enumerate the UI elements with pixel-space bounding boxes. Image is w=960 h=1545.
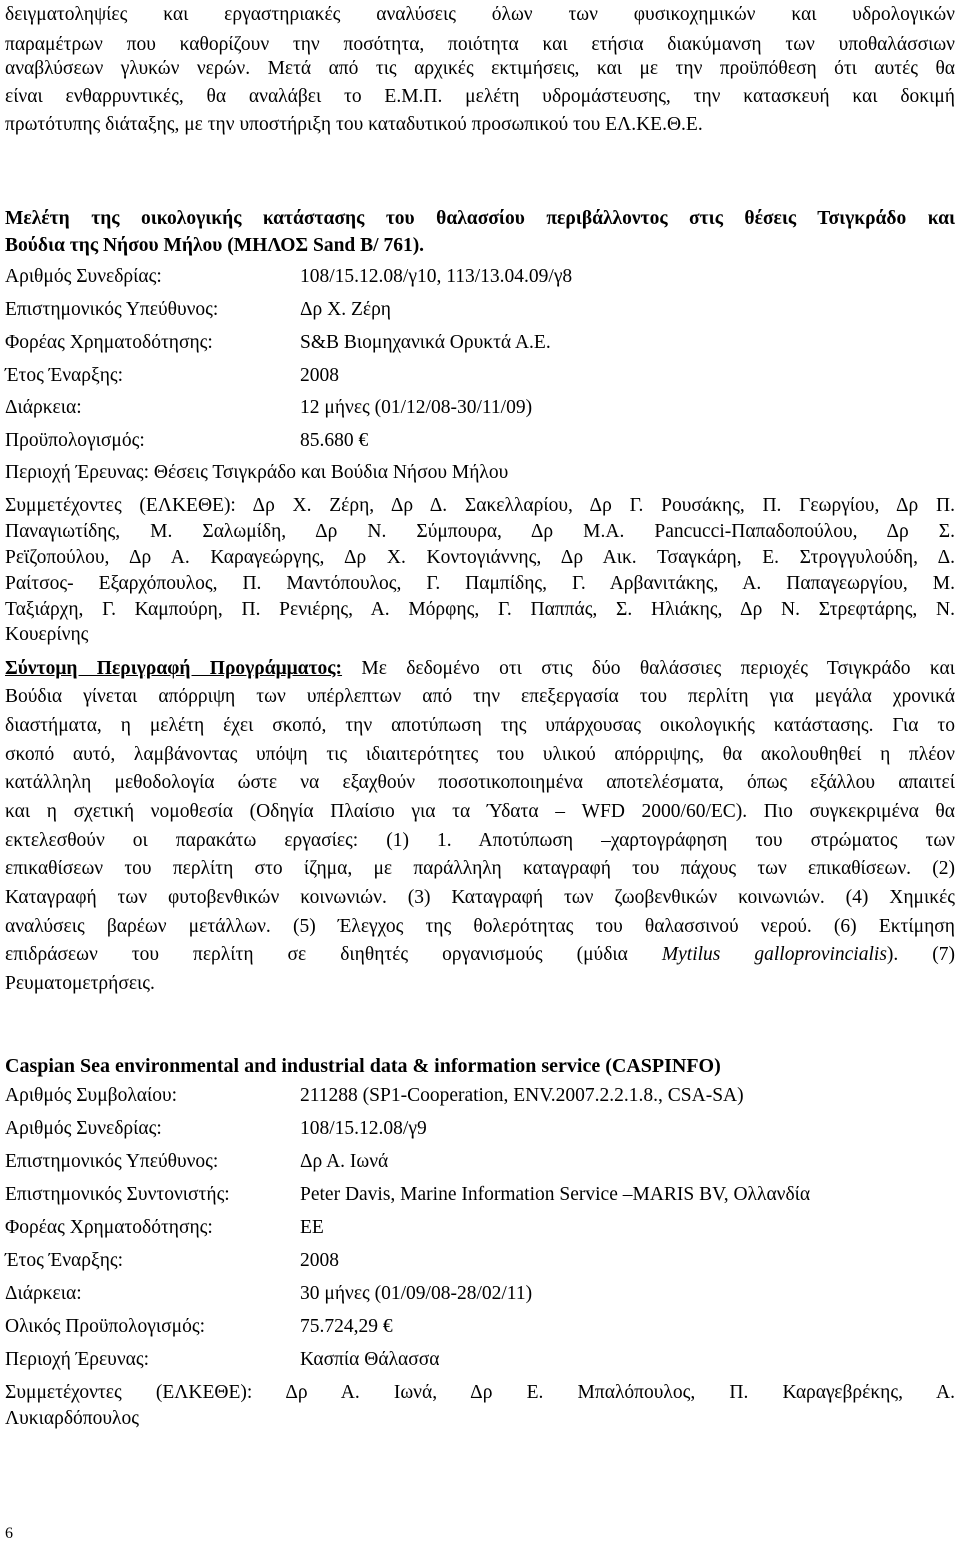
field-label: Διάρκεια: bbox=[5, 397, 82, 418]
field-value: Δρ Α. Ιωνά bbox=[300, 1151, 389, 1172]
summary-line: και η σχετική νομοθεσία (Οδηγία Πλαίσιο για τα Ύδατα – WFD 2000/60/EC). Πιο συγκεκριμένα θα bbox=[5, 801, 955, 822]
page-number: 6 bbox=[5, 1525, 13, 1542]
field-value: 85.680 € bbox=[300, 430, 369, 451]
field-value: Δρ Χ. Ζέρη bbox=[300, 299, 392, 320]
field-label: Επιστημονικός Υπεύθυνος: bbox=[5, 1151, 219, 1172]
participants-line: Λυκιαρδόπουλος bbox=[5, 1408, 139, 1429]
text-line: δειγματοληψίες και εργαστηριακές αναλύσεις όλων των φυσικοχημικών και υδρολογικών bbox=[5, 4, 955, 25]
text-line: παραμέτρων που καθορίζουν την ποσότητα, ποιότητα και ετήσια διακύμανση των υποθαλάσσιων bbox=[5, 34, 955, 55]
participants-text: Δρ Χ. Ζέρη, Δρ Δ. Σακελλαρίου, Δρ Γ. Ρουσάκης, Π. Γεωργίου, Δρ Π. bbox=[252, 495, 955, 516]
field-label: Αριθμός Συνεδρίας: bbox=[5, 1118, 162, 1139]
text-line: είναι ενθαρρυντικές, θα αναλάβει το Ε.Μ.Π. μελέτη υδρομάστευσης, την κατασκευή και δοκιμή bbox=[5, 86, 955, 107]
field-label: Φορέας Χρηματοδότησης: bbox=[5, 332, 213, 353]
field-label: Επιστημονικός Συντονιστής: bbox=[5, 1184, 230, 1205]
summary-line: Βούδια γίνεται απόρριψη των υπέρλεπτων από την επεξεργασία του περλίτη για μεγάλα χρονικά bbox=[5, 686, 955, 707]
field-label: Προϋπολογισμός: bbox=[5, 430, 145, 451]
field-label: Επιστημονικός Υπεύθυνος: bbox=[5, 299, 219, 320]
summary-line: Καταγραφή των φυτοβενθικών κοινωνιών. (3) Καταγραφή των ζωοβενθικών κοινωνιών. (4) Χημικές bbox=[5, 887, 955, 908]
participants-line: Ταξιάρχη, Γ. Καμπούρη, Π. Ρενιέρης, Α. Μόρφης, Γ. Παππάς, Σ. Ηλιάκης, Δρ Ν. Στρεφτάρης, Ν. bbox=[5, 599, 955, 620]
field-label: Έτος Έναρξης: bbox=[5, 365, 124, 386]
summary-line: κατάλληλη μεθοδολογία ώστε να εξαχθούν ποσοτικοποιημένα αποτελέσματα, όπως εξάλλου απαιτεί bbox=[5, 772, 955, 793]
field-value: Peter Davis, Marine Information Service –MARIS BV, Ολλανδία bbox=[300, 1184, 811, 1205]
research-area bbox=[5, 463, 508, 483]
summary-label: Σύντομη Περιγραφή Προγράμματος: bbox=[5, 658, 343, 679]
participants-line: Ραίτσος- Εξαρχόπουλος, Π. Μαντόπουλος, Γ. Παμπίδης, Γ. Αρβανιτάκης, Α. Παπαγεωργίου, Μ. bbox=[5, 573, 955, 594]
summary-text: Με δεδομένο οτι στις δύο θαλάσσιες περιοχές Τσιγκράδο και bbox=[361, 658, 956, 679]
summary-line bbox=[5, 945, 955, 965]
participants-first-line bbox=[5, 496, 955, 516]
species-name: Mytilus galloprovincialis). (7) bbox=[661, 944, 956, 965]
summary-line: σκοπό αυτό, λαμβάνοντας υπόψη τις ιδιαιτερότητες του υλικού απόρριψης, θα ακολουθηθεί η πλέον bbox=[5, 744, 955, 765]
field-value: 211288 (SP1-Cooperation, ENV.2007.2.2.1.8., CSA-SA) bbox=[300, 1085, 744, 1106]
project-title: Μελέτη της οικολογικής κατάστασης του θαλασσίου περιβάλλοντος στις θέσεις Τσιγκράδο και bbox=[5, 208, 955, 229]
field-label: Περιοχή Έρευνας: bbox=[5, 462, 150, 483]
field-value: Θέσεις Τσιγκράδο και Βούδια Νήσου Μήλου bbox=[153, 462, 509, 483]
participants-label: Συμμετέχοντες (ΕΛΚΕΘΕ): bbox=[5, 495, 236, 516]
field-value: 2008 bbox=[300, 1250, 339, 1271]
field-value: 2008 bbox=[300, 365, 339, 386]
project-title-cont: Βούδια της Νήσου Μήλου (ΜΗΛΟΣ Sand B/ 761). bbox=[5, 235, 425, 256]
summary-first-line bbox=[5, 659, 955, 679]
summary-line: Ρευματομετρήσεις. bbox=[5, 973, 155, 994]
summary-line: αναλύσεις βαρέων μετάλλων. (5) Έλεγχος της θολερότητας του θαλασσινού νερού. (6) Εκτίμηση bbox=[5, 916, 955, 937]
project-title: Caspian Sea environmental and industrial data & information service (CASPINFO) bbox=[5, 1055, 721, 1077]
field-value: 12 μήνες (01/12/08-30/11/09) bbox=[300, 397, 533, 418]
field-value: S&B Βιομηχανικά Ορυκτά Α.Ε. bbox=[300, 332, 551, 353]
participants-text: Δρ Α. Ιωνά, Δρ Ε. Μπαλόπουλος, Π. Καραγεβρέκης, Α. bbox=[285, 1382, 955, 1403]
field-label: Ολικός Προϋπολογισμός: bbox=[5, 1316, 206, 1337]
summary-line: εκτελεσθούν οι παρακάτω εργασίες: (1) 1. Αποτύπωση –χαρτογράφηση του στρώματος των bbox=[5, 830, 955, 851]
participants-line: Ρεϊζοπούλου, Δρ Α. Καραγεώργης, Δρ Χ. Κοντογιάννης, Δρ Αικ. Τσαγκάρη, Ε. Στρογγυλούδη, Δ. bbox=[5, 547, 955, 568]
field-label: Αριθμός Συμβολαίου: bbox=[5, 1085, 178, 1106]
field-value: Κασπία Θάλασσα bbox=[300, 1349, 440, 1370]
field-label: Αριθμός Συνεδρίας: bbox=[5, 266, 162, 287]
field-value: 108/15.12.08/γ9 bbox=[300, 1118, 427, 1139]
field-label: Διάρκεια: bbox=[5, 1283, 82, 1304]
field-value: 75.724,29 € bbox=[300, 1316, 393, 1337]
field-label: Φορέας Χρηματοδότησης: bbox=[5, 1217, 213, 1238]
field-value: ΕΕ bbox=[300, 1217, 324, 1238]
text-line: πρωτότυπης διάταξης, με την υποστήριξη του καταδυτικού προσωπικού του ΕΛ.ΚΕ.Θ.Ε. bbox=[5, 114, 703, 135]
summary-line: επικαθίσεων του περλίτη στο ίζημα, με παράλληλη καταγραφή του πάχους των επικαθίσεων. (2) bbox=[5, 858, 955, 879]
participants-first-line bbox=[5, 1383, 955, 1403]
participants-line: Παναγιωτίδης, Μ. Σαλωμίδη, Δρ Ν. Σύμπουρα, Δρ Μ.Α. Pancucci-Παπαδοπούλου, Δρ Σ. bbox=[5, 521, 955, 542]
field-label: Περιοχή Έρευνας: bbox=[5, 1349, 150, 1370]
field-value: 30 μήνες (01/09/08-28/02/11) bbox=[300, 1283, 533, 1304]
text-line: αναβλύσεων γλυκών νερών. Μετά από τις αρχικές εκτιμήσεις, και με την προϋπόθεση ότι αυτές θα bbox=[5, 58, 955, 79]
summary-line: διαστήματα, η μελέτη έχει σκοπό, την αποτύπωση της υπάρχουσας οικολογικής κατάστασης. Για το bbox=[5, 715, 955, 736]
participants-label: Συμμετέχοντες (ΕΛΚΕΘΕ): bbox=[5, 1382, 253, 1403]
field-value: 108/15.12.08/γ10, 113/13.04.09/γ8 bbox=[300, 266, 573, 287]
participants-line: Κουερίνης bbox=[5, 624, 89, 645]
summary-text: επιδράσεων του περλίτη σε διηθητές οργανισμούς (μύδια bbox=[5, 944, 628, 965]
field-label: Έτος Έναρξης: bbox=[5, 1250, 124, 1271]
